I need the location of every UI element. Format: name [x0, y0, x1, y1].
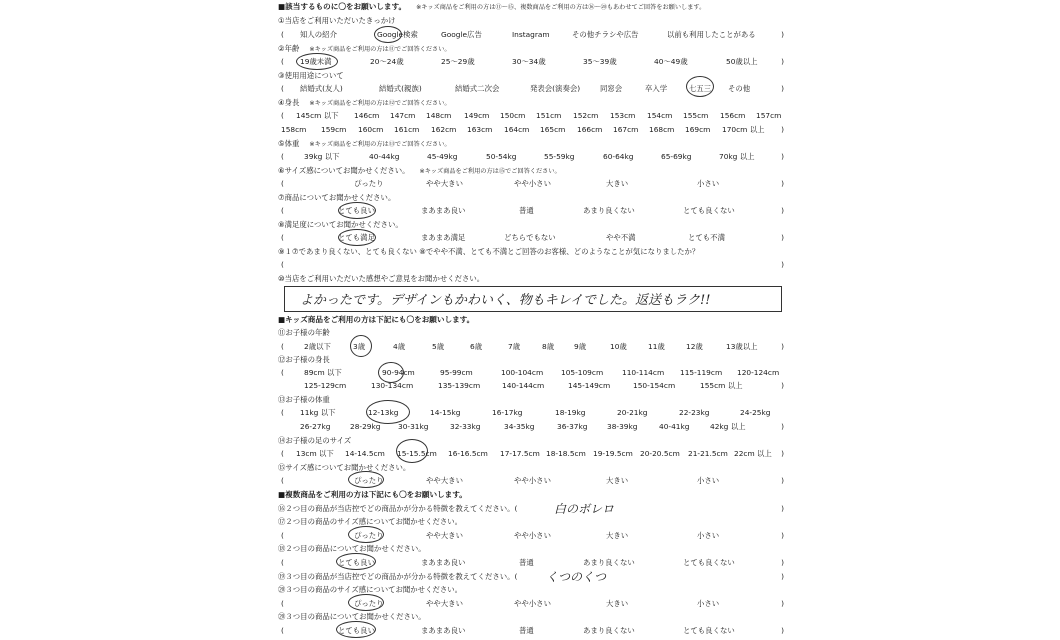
option[interactable]: 151cm: [536, 111, 562, 120]
q2-note: ※キッズ商品をご利用の方は⑪でご回答ください。: [309, 46, 451, 53]
answer-circle: [348, 471, 384, 488]
option[interactable]: 8歳: [542, 342, 555, 351]
option[interactable]: やや小さい: [514, 476, 551, 485]
option[interactable]: 60-64kg: [603, 152, 634, 161]
bracket-open: (: [281, 233, 284, 242]
bracket-open: (: [281, 476, 284, 485]
bracket-open: (: [281, 558, 284, 567]
option[interactable]: ぴったり: [354, 179, 384, 188]
option[interactable]: とても不満: [688, 233, 725, 242]
bracket-open: (: [281, 626, 284, 635]
option[interactable]: 105-109cm: [561, 368, 604, 377]
q12-text: ⑫お子様の身長: [278, 355, 330, 364]
option[interactable]: 163cm: [467, 125, 493, 134]
answer-circle: [338, 229, 376, 246]
option[interactable]: やや大きい: [426, 599, 463, 608]
option[interactable]: 95-99cm: [440, 368, 473, 377]
q20-text: ⑳３つ目の商品のサイズ感についてお聞かせください。: [278, 585, 463, 594]
q4-line: [278, 98, 451, 109]
option[interactable]: 28-29kg: [350, 422, 381, 431]
option[interactable]: 9歳: [574, 342, 587, 351]
bracket-close: ): [781, 449, 784, 458]
q19-line: [278, 572, 517, 582]
option[interactable]: 同窓会: [600, 84, 623, 93]
option[interactable]: とても満足: [338, 233, 375, 242]
bracket-open: (: [281, 449, 284, 458]
option[interactable]: 161cm: [394, 125, 420, 134]
option[interactable]: 4歳: [393, 342, 406, 351]
option[interactable]: 結婚式(親族): [379, 84, 422, 93]
option[interactable]: 165cm: [540, 125, 566, 134]
option[interactable]: 22-23kg: [679, 408, 710, 417]
option[interactable]: とても良い: [338, 558, 375, 567]
option[interactable]: 150cm: [500, 111, 526, 120]
q13-text: ⑬お子様の体重: [278, 395, 330, 404]
q16-text: ⑯２つ目の商品が当店控でどの商品かが分かる特徴を教えてください。(: [278, 504, 518, 513]
option[interactable]: 155cm 以上: [700, 381, 743, 390]
option[interactable]: 普通: [519, 206, 534, 215]
option[interactable]: 発表会(演奏会): [530, 84, 581, 93]
option[interactable]: やや大きい: [426, 531, 463, 540]
option[interactable]: 12-13kg: [368, 408, 399, 417]
option[interactable]: 24-25kg: [740, 408, 771, 417]
q13-options-row1: [278, 408, 788, 418]
option[interactable]: 15-15.5cm: [397, 449, 437, 458]
option[interactable]: 159cm: [321, 125, 347, 134]
option[interactable]: 153cm: [610, 111, 636, 120]
answer-circle: [378, 362, 404, 383]
multi-section-title: ■複数商品をご利用の方は下記にも〇をお願いします。: [278, 490, 467, 499]
option[interactable]: 小さい: [697, 179, 720, 188]
option[interactable]: 30-31kg: [398, 422, 429, 431]
option[interactable]: 大きい: [606, 599, 629, 608]
option[interactable]: 157cm: [756, 111, 782, 120]
answer-circle: [366, 400, 410, 424]
option[interactable]: 11kg 以下: [300, 408, 336, 417]
q4-options-row2: [278, 125, 788, 135]
q17-text: ⑰２つ目の商品のサイズ感についてお聞かせください。: [278, 517, 463, 526]
bracket-close: ): [781, 531, 784, 540]
handwritten-answer: 白のボレロ: [554, 502, 615, 516]
option[interactable]: 16-17kg: [492, 408, 523, 417]
option[interactable]: とても良くない: [683, 558, 735, 567]
bracket-close: ): [781, 342, 784, 351]
option[interactable]: あまり良くない: [583, 206, 635, 215]
option[interactable]: 168cm: [649, 125, 675, 134]
q5-note: ※キッズ商品をご利用の方は⑬でご回答ください。: [309, 141, 451, 148]
q7-text: ⑦商品についてお聞かせください。: [278, 193, 396, 202]
option[interactable]: 164cm: [504, 125, 530, 134]
option[interactable]: 小さい: [697, 476, 720, 485]
option[interactable]: 12歳: [686, 342, 703, 351]
answer-circle: [686, 76, 714, 97]
option[interactable]: 17-17.5cm: [500, 449, 540, 458]
option[interactable]: 170cm 以上: [722, 125, 765, 134]
option[interactable]: 42kg 以上: [710, 422, 746, 431]
bracket-close: ): [781, 233, 784, 242]
q12-options-row1: [278, 368, 788, 378]
option[interactable]: 40-41kg: [659, 422, 690, 431]
option[interactable]: 100-104cm: [501, 368, 544, 377]
bracket-open: (: [281, 408, 284, 417]
q3-text: ③使用用途について: [278, 71, 344, 80]
bracket-open: (: [281, 57, 284, 66]
option[interactable]: 154cm: [647, 111, 673, 120]
option[interactable]: 大きい: [606, 476, 629, 485]
bracket-close: ): [781, 30, 784, 39]
option[interactable]: 19-19.5cm: [593, 449, 633, 458]
survey-form: [278, 2, 788, 638]
answer-circle: [336, 553, 376, 570]
option[interactable]: 50歳以上: [726, 57, 758, 66]
q2-line: [278, 44, 451, 55]
option[interactable]: 結婚式二次会: [455, 84, 500, 93]
option[interactable]: 89cm 以下: [304, 368, 342, 377]
option[interactable]: 125-129cm: [304, 381, 347, 390]
q21-text: ⑳３つ目の商品についてお聞かせください。: [278, 612, 426, 621]
option[interactable]: 11歳: [648, 342, 665, 351]
bracket-open: (: [281, 599, 284, 608]
intro-title: ■該当するものに〇をお願いします。: [278, 2, 407, 11]
option[interactable]: 169cm: [685, 125, 711, 134]
option[interactable]: 22cm 以上: [734, 449, 772, 458]
option[interactable]: 145cm 以下: [296, 111, 339, 120]
option[interactable]: やや大きい: [426, 179, 463, 188]
answer-circle: [396, 439, 428, 463]
bracket-close: ): [781, 504, 784, 513]
option[interactable]: 19歳未満: [300, 57, 332, 66]
bracket-open: (: [281, 342, 284, 351]
bracket-open: (: [281, 206, 284, 215]
option[interactable]: 21-21.5cm: [688, 449, 728, 458]
option[interactable]: 145-149cm: [568, 381, 611, 390]
option[interactable]: とても良くない: [683, 626, 735, 635]
option[interactable]: Instagram: [512, 30, 550, 39]
intro-note: ※キッズ商品をご利用の方は⑪〜⑮、複数商品をご利用の方は⑯〜⑳もあわせてご回答をお願いします。: [416, 4, 706, 11]
answer-circle: [374, 26, 402, 43]
option[interactable]: まあまあ良い: [421, 626, 466, 635]
option[interactable]: 39kg 以下: [304, 152, 340, 161]
option[interactable]: 45-49kg: [427, 152, 458, 161]
q5-line: [278, 139, 451, 150]
option[interactable]: まあまあ良い: [421, 558, 466, 567]
option[interactable]: 30〜34歳: [512, 57, 546, 66]
bracket-open: (: [281, 84, 284, 93]
bracket-close: ): [781, 476, 784, 485]
option[interactable]: 50-54kg: [486, 152, 517, 161]
option[interactable]: 147cm: [390, 111, 416, 120]
option[interactable]: 26-27kg: [300, 422, 331, 431]
q2-options: [278, 57, 788, 67]
bracket-close: ): [781, 599, 784, 608]
q11-text: ⑪お子様の年齢: [278, 328, 330, 337]
option[interactable]: 40-44kg: [369, 152, 400, 161]
option[interactable]: その他: [728, 84, 751, 93]
handwritten-answer: くつのくつ: [546, 570, 607, 584]
option[interactable]: 大きい: [606, 531, 629, 540]
option[interactable]: 20〜24歳: [370, 57, 404, 66]
option[interactable]: やや不満: [606, 233, 636, 242]
option[interactable]: 7歳: [508, 342, 521, 351]
option[interactable]: 150-154cm: [633, 381, 676, 390]
option[interactable]: 20-20.5cm: [640, 449, 680, 458]
option[interactable]: やや小さい: [514, 531, 551, 540]
bracket-close: ): [781, 260, 784, 269]
option[interactable]: 115-119cm: [680, 368, 723, 377]
option[interactable]: 120-124cm: [737, 368, 780, 377]
option[interactable]: 卒入学: [645, 84, 668, 93]
option[interactable]: 149cm: [464, 111, 490, 120]
option[interactable]: あまり良くない: [583, 626, 635, 635]
option[interactable]: 156cm: [720, 111, 746, 120]
q4-note: ※キッズ商品をご利用の方は⑫でご回答ください。: [309, 100, 451, 107]
option[interactable]: やや小さい: [514, 179, 551, 188]
option[interactable]: 166cm: [577, 125, 603, 134]
option[interactable]: ぴったり: [354, 599, 384, 608]
option[interactable]: 70kg 以上: [719, 152, 755, 161]
option[interactable]: 130-134cm: [371, 381, 414, 390]
option[interactable]: 25〜29歳: [441, 57, 475, 66]
answer-circle: [348, 594, 384, 611]
option[interactable]: とても良い: [338, 626, 375, 635]
bracket-close: ): [781, 381, 784, 390]
option[interactable]: 6歳: [470, 342, 483, 351]
q15-text: ⑮サイズ感についてお聞かせください。: [278, 463, 411, 472]
bracket-close: ): [781, 152, 784, 161]
bracket-close: ): [781, 422, 784, 431]
q2-text: ②年齢: [278, 44, 300, 53]
q12-options-row2: [278, 381, 788, 391]
answer-circle: [350, 335, 372, 357]
option[interactable]: Google検索: [377, 30, 418, 39]
q13-options-row2: [278, 422, 788, 432]
bracket-open: (: [281, 152, 284, 161]
option[interactable]: 13歳以上: [726, 342, 758, 351]
option[interactable]: ぴったり: [354, 476, 384, 485]
option[interactable]: 大きい: [606, 179, 629, 188]
option[interactable]: 18-18.5cm: [546, 449, 586, 458]
bracket-open: (: [281, 111, 284, 120]
option[interactable]: 18-19kg: [555, 408, 586, 417]
option[interactable]: 34-35kg: [504, 422, 535, 431]
option[interactable]: 167cm: [613, 125, 639, 134]
bracket-close: ): [781, 84, 784, 93]
option[interactable]: 140-144cm: [502, 381, 545, 390]
q19-text: ⑲３つ目の商品が当店控でどの商品かが分かる特徴を教えてください。(: [278, 572, 518, 581]
bracket-open: (: [281, 368, 284, 377]
option[interactable]: 32-33kg: [450, 422, 481, 431]
option[interactable]: 38-39kg: [607, 422, 638, 431]
option[interactable]: 2歳以下: [304, 342, 331, 351]
q18-text: ⑱２つ目の商品についてお聞かせください。: [278, 544, 426, 553]
option[interactable]: 普通: [519, 558, 534, 567]
option[interactable]: 158cm: [281, 125, 307, 134]
option[interactable]: 5歳: [432, 342, 445, 351]
q5-text: ⑤体重: [278, 139, 300, 148]
option[interactable]: まあまあ満足: [421, 233, 466, 242]
bracket-open: (: [281, 179, 284, 188]
option[interactable]: 146cm: [354, 111, 380, 120]
option[interactable]: その他チラシや広告: [572, 30, 639, 39]
handwritten-comment: よかったです。デザインもかわいく、物もキレイでした。返送もラク!!: [300, 293, 711, 308]
q6-note: ※キッズ商品をご利用の方は⑮でご回答ください。: [419, 168, 561, 175]
option[interactable]: 148cm: [426, 111, 452, 120]
option[interactable]: 16-16.5cm: [448, 449, 488, 458]
option[interactable]: 152cm: [573, 111, 599, 120]
option[interactable]: 知人の紹介: [300, 30, 337, 39]
option[interactable]: 3歳: [353, 342, 366, 351]
answer-circle: [336, 621, 376, 638]
option[interactable]: 14-14.5cm: [345, 449, 385, 458]
q14-text: ⑭お子様の足のサイズ: [278, 436, 352, 445]
option[interactable]: あまり良くない: [583, 558, 635, 567]
answer-circle: [338, 202, 376, 219]
option[interactable]: 35〜39歳: [583, 57, 617, 66]
option[interactable]: ぴったり: [354, 531, 384, 540]
bracket-close: ): [781, 125, 784, 134]
option[interactable]: 90-94cm: [382, 368, 415, 377]
bracket-open: (: [281, 531, 284, 540]
option[interactable]: まあまあ良い: [421, 206, 466, 215]
option[interactable]: 以前も利用したことがある: [667, 30, 756, 39]
q10-text: ⑩当店をご利用いただいた感想やご意見をお聞かせください。: [278, 274, 485, 283]
bracket-close: ): [781, 558, 784, 567]
option[interactable]: 10歳: [610, 342, 627, 351]
answer-circle: [296, 53, 338, 70]
option[interactable]: 155cm: [683, 111, 709, 120]
option[interactable]: 65-69kg: [661, 152, 692, 161]
option[interactable]: やや小さい: [514, 599, 551, 608]
option[interactable]: 160cm: [358, 125, 384, 134]
option[interactable]: やや大きい: [426, 476, 463, 485]
q14-options: [278, 449, 788, 459]
q9-answer-row: [278, 260, 788, 270]
option[interactable]: 40〜49歳: [654, 57, 688, 66]
bracket-open: (: [281, 260, 284, 269]
bracket-close: ): [781, 572, 784, 581]
q1-text: ①当店をご利用いただいたきっかけ: [278, 16, 396, 25]
q4-options-row1: [278, 111, 788, 121]
q6-options: [278, 179, 788, 189]
q5-options: [278, 152, 788, 162]
option[interactable]: とても良くない: [683, 206, 735, 215]
bracket-close: ): [781, 57, 784, 66]
option[interactable]: どちらでもない: [504, 233, 556, 242]
q6-text: ⑥サイズ感についてお聞かせください。: [278, 166, 410, 175]
q9-text: ⑨１⑦であまり良くない、とても良くない ⑧でやや不満、とても不満とご回答のお客様、どのようなことが気になりましたか？: [278, 247, 700, 256]
answer-circle: [348, 526, 384, 543]
kids-section-title: ■キッズ商品をご利用の方は下記にも〇をお願いします。: [278, 315, 475, 324]
q1-options: [278, 30, 788, 40]
option[interactable]: 13cm 以下: [296, 449, 334, 458]
bracket-close: ): [781, 626, 784, 635]
option[interactable]: Google広告: [441, 30, 482, 39]
bracket-close: ): [781, 179, 784, 188]
option[interactable]: 小さい: [697, 531, 720, 540]
option[interactable]: とても良い: [338, 206, 375, 215]
option[interactable]: 110-114cm: [622, 368, 665, 377]
option[interactable]: 七五三: [689, 84, 712, 93]
option[interactable]: 普通: [519, 626, 534, 635]
option[interactable]: 20-21kg: [617, 408, 648, 417]
option[interactable]: 36-37kg: [557, 422, 588, 431]
option[interactable]: 結婚式(友人): [300, 84, 343, 93]
option[interactable]: 小さい: [697, 599, 720, 608]
q6-line: [278, 166, 561, 177]
option[interactable]: 55-59kg: [544, 152, 575, 161]
q8-text: ⑧満足度についてお聞かせください。: [278, 220, 403, 229]
q4-text: ④身長: [278, 98, 300, 107]
intro-line: [278, 2, 705, 13]
bracket-open: (: [281, 30, 284, 39]
bracket-close: ): [781, 206, 784, 215]
q16-line: [278, 504, 517, 514]
option[interactable]: 162cm: [431, 125, 457, 134]
option[interactable]: 135-139cm: [438, 381, 481, 390]
option[interactable]: 14-15kg: [430, 408, 461, 417]
